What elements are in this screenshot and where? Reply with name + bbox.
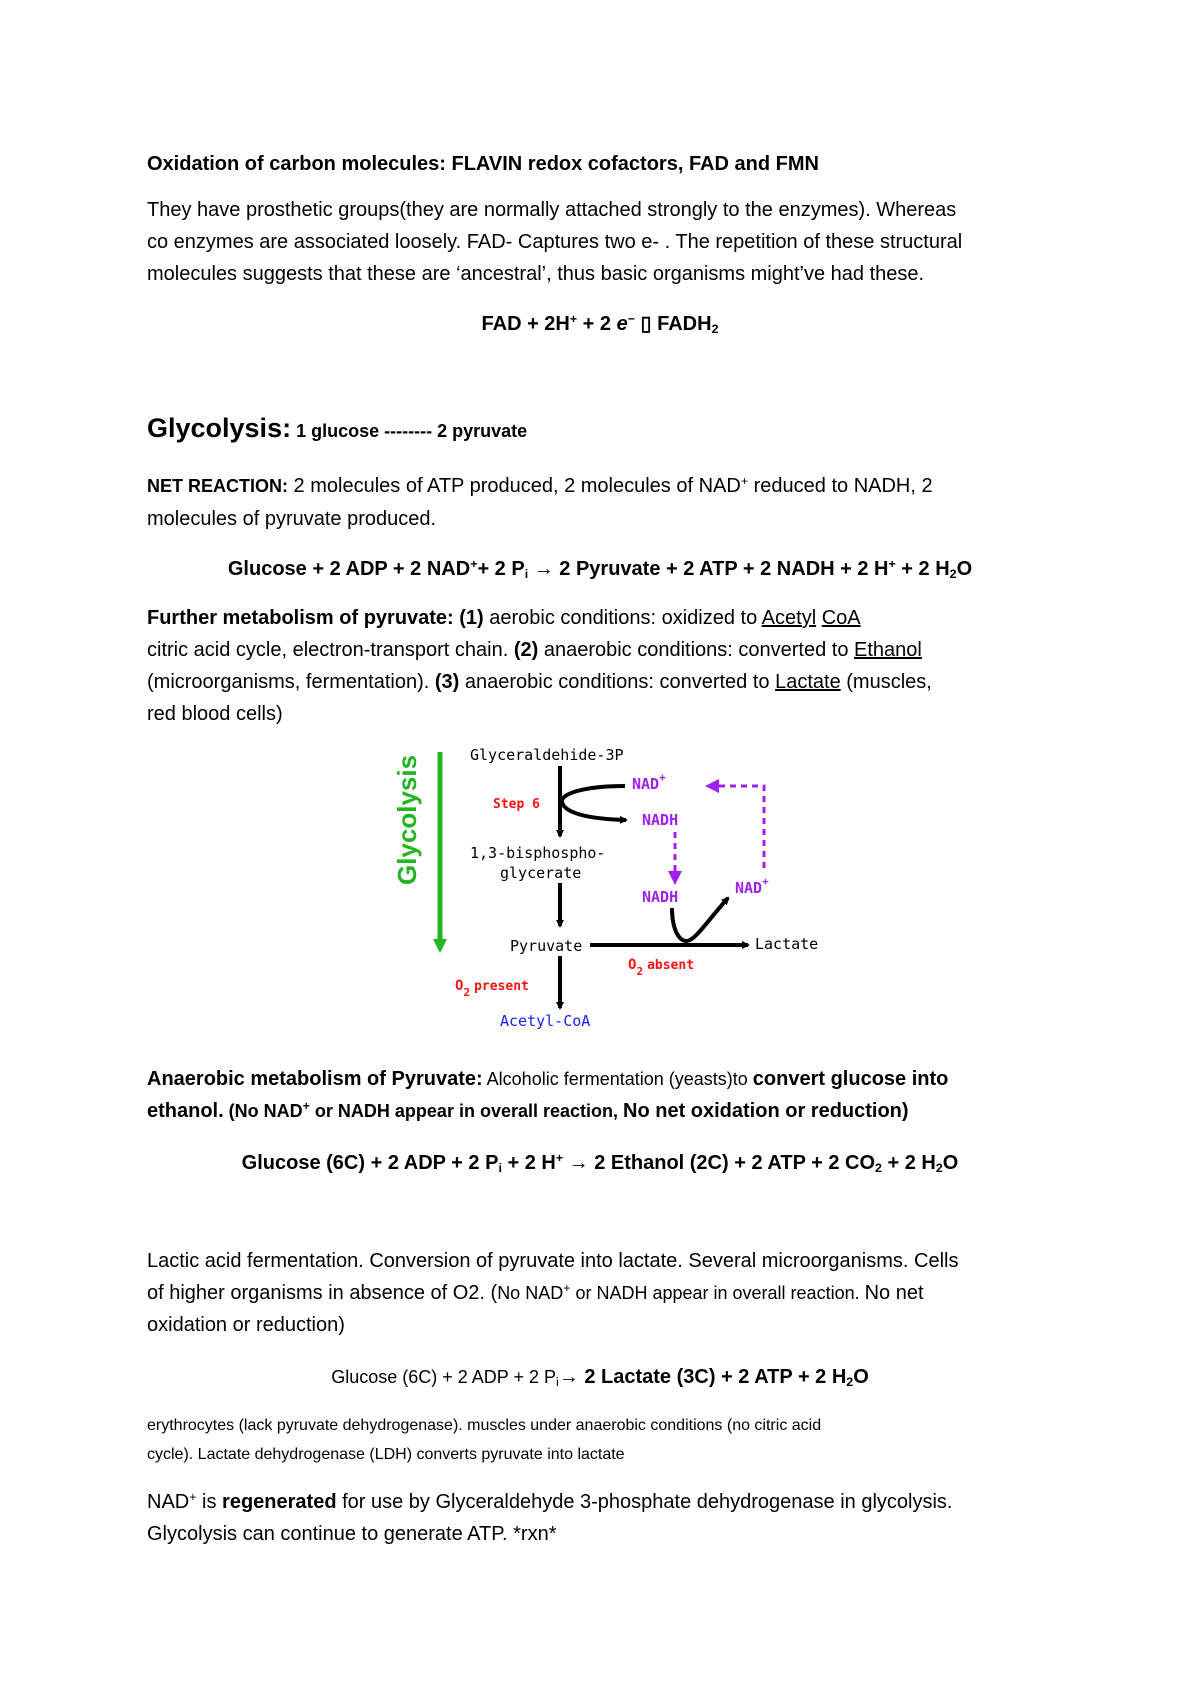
erythrocytes-note-line-2: cycle). Lactate dehydrogenase (LDH) converts pyruvate into lactate bbox=[147, 1446, 625, 1463]
net-reaction-line-2: molecules of pyruvate produced. bbox=[147, 508, 437, 530]
further-metabolism-line-1: Further metabolism of pyruvate: (1) aerobic conditions: oxidized to Acetyl CoA bbox=[147, 607, 861, 629]
lactic-line-1: Lactic acid fermentation. Conversion of pyruvate into lactate. Several microorganisms. Cells bbox=[147, 1250, 959, 1272]
nadh-bottom-label: NADH bbox=[642, 888, 679, 906]
nadh-top-label: NADH bbox=[642, 811, 679, 829]
erythrocytes-note-line-1: erythrocytes (lack pyruvate dehydrogenase). muscles under anaerobic conditions (no citric acid bbox=[147, 1417, 822, 1434]
glycolysis-side-label: Glycolysis bbox=[392, 754, 422, 886]
flavin-paragraph-line-1: They have prosthetic groups(they are normally attached strongly to the enzymes). Whereas bbox=[147, 199, 957, 221]
further-metabolism-line-2: citric acid cycle, electron-transport chain. (2) anaerobic conditions: converted to Ethanol bbox=[147, 639, 922, 661]
glycolysis-title: Glycolysis: 1 glucose -------- 2 pyruvate bbox=[147, 413, 528, 443]
nad-plus-top-label: NAD+ bbox=[632, 771, 666, 793]
nad-regenerated-line-2: Glycolysis can continue to generate ATP. *rxn* bbox=[147, 1523, 557, 1545]
bisphospho-label-2: glycerate bbox=[500, 864, 582, 882]
net-reaction-line-1: NET REACTION: 2 molecules of ATP produced, 2 molecules of NAD+ reduced to NADH, 2 bbox=[147, 474, 933, 497]
anaerobic-line-1: Anaerobic metabolism of Pyruvate: Alcoholic fermentation (yeasts)to convert glucose into bbox=[147, 1068, 949, 1090]
fad-equation: FAD + 2H+ + 2 e− ▯ $FADH_2$ bbox=[481, 312, 719, 337]
flavin-paragraph-line-3: molecules suggests that these are ‘ancestral’, thus basic organisms might’ve had these. bbox=[147, 263, 925, 285]
step6-label: Step 6 bbox=[493, 797, 540, 812]
anaerobic-line-2: ethanol. (No NAD+ or NADH appear in overall reaction, No net oxidation or reduction) bbox=[147, 1099, 909, 1122]
glycolysis-equation: Glucose + 2 ADP + 2 NAD++ 2 $P_i \to 2$ Pyruvate + 2 ATP + 2 NADH + 2 H+ + 2 $H_2O$ bbox=[227, 557, 973, 582]
lactate-curved-arrow bbox=[672, 898, 728, 941]
lactate-label: Lactate bbox=[755, 935, 819, 953]
glyceraldehyde-label: Glyceraldehide-3P bbox=[470, 746, 624, 764]
nad-plus-right-label: NAD+ bbox=[735, 875, 769, 897]
flavin-paragraph-line-2: co enzymes are associated loosely. FAD- Captures two e- . The repetition of these structural bbox=[147, 231, 963, 253]
o2-present-label: $O_2$ present bbox=[455, 978, 529, 999]
lactate-equation: Glucose (6C) + 2 ADP + 2 $P_i\to 2$ Lactate (3C) + 2 ATP + 2 $H_2O$ bbox=[331, 1366, 869, 1390]
further-metabolism-line-4: red blood cells) bbox=[147, 703, 283, 725]
acetyl-coa-label: Acetyl-CoA bbox=[500, 1012, 591, 1030]
pyruvate-label: Pyruvate bbox=[510, 937, 583, 955]
further-metabolism-line-3: (microorganisms, fermentation). (3) anaerobic conditions: converted to Lactate (muscles, bbox=[147, 671, 932, 693]
step6-curved-arrow bbox=[562, 786, 626, 820]
o2-absent-label: $O_2$ absent bbox=[628, 957, 695, 978]
flavin-heading: Oxidation of carbon molecules: FLAVIN redox cofactors, FAD and FMN bbox=[147, 153, 819, 175]
lactic-line-2: of higher organisms in absence of O2. (No NAD+ or NADH appear in overall reaction. No net bbox=[147, 1281, 924, 1304]
glycolysis-pyruvate-diagram bbox=[380, 740, 850, 1040]
bisphospho-label-1: 1,3-bisphospho- bbox=[470, 844, 606, 862]
lactic-line-3: oxidation or reduction) bbox=[147, 1314, 345, 1336]
ethanol-equation: Glucose (6C) + 2 ADP + 2 $P_i + 2$ H+ → 2 Ethanol (2C) + 2 ATP + 2 $CO_2 + 2$ $H_2O$ bbox=[241, 1151, 959, 1176]
nad-regenerated-line-1: NAD+ is regenerated for use by Glyceraldehyde 3-phosphate dehydrogenase in glycolysis. bbox=[147, 1490, 953, 1513]
nad-regeneration-arrow bbox=[710, 786, 764, 868]
